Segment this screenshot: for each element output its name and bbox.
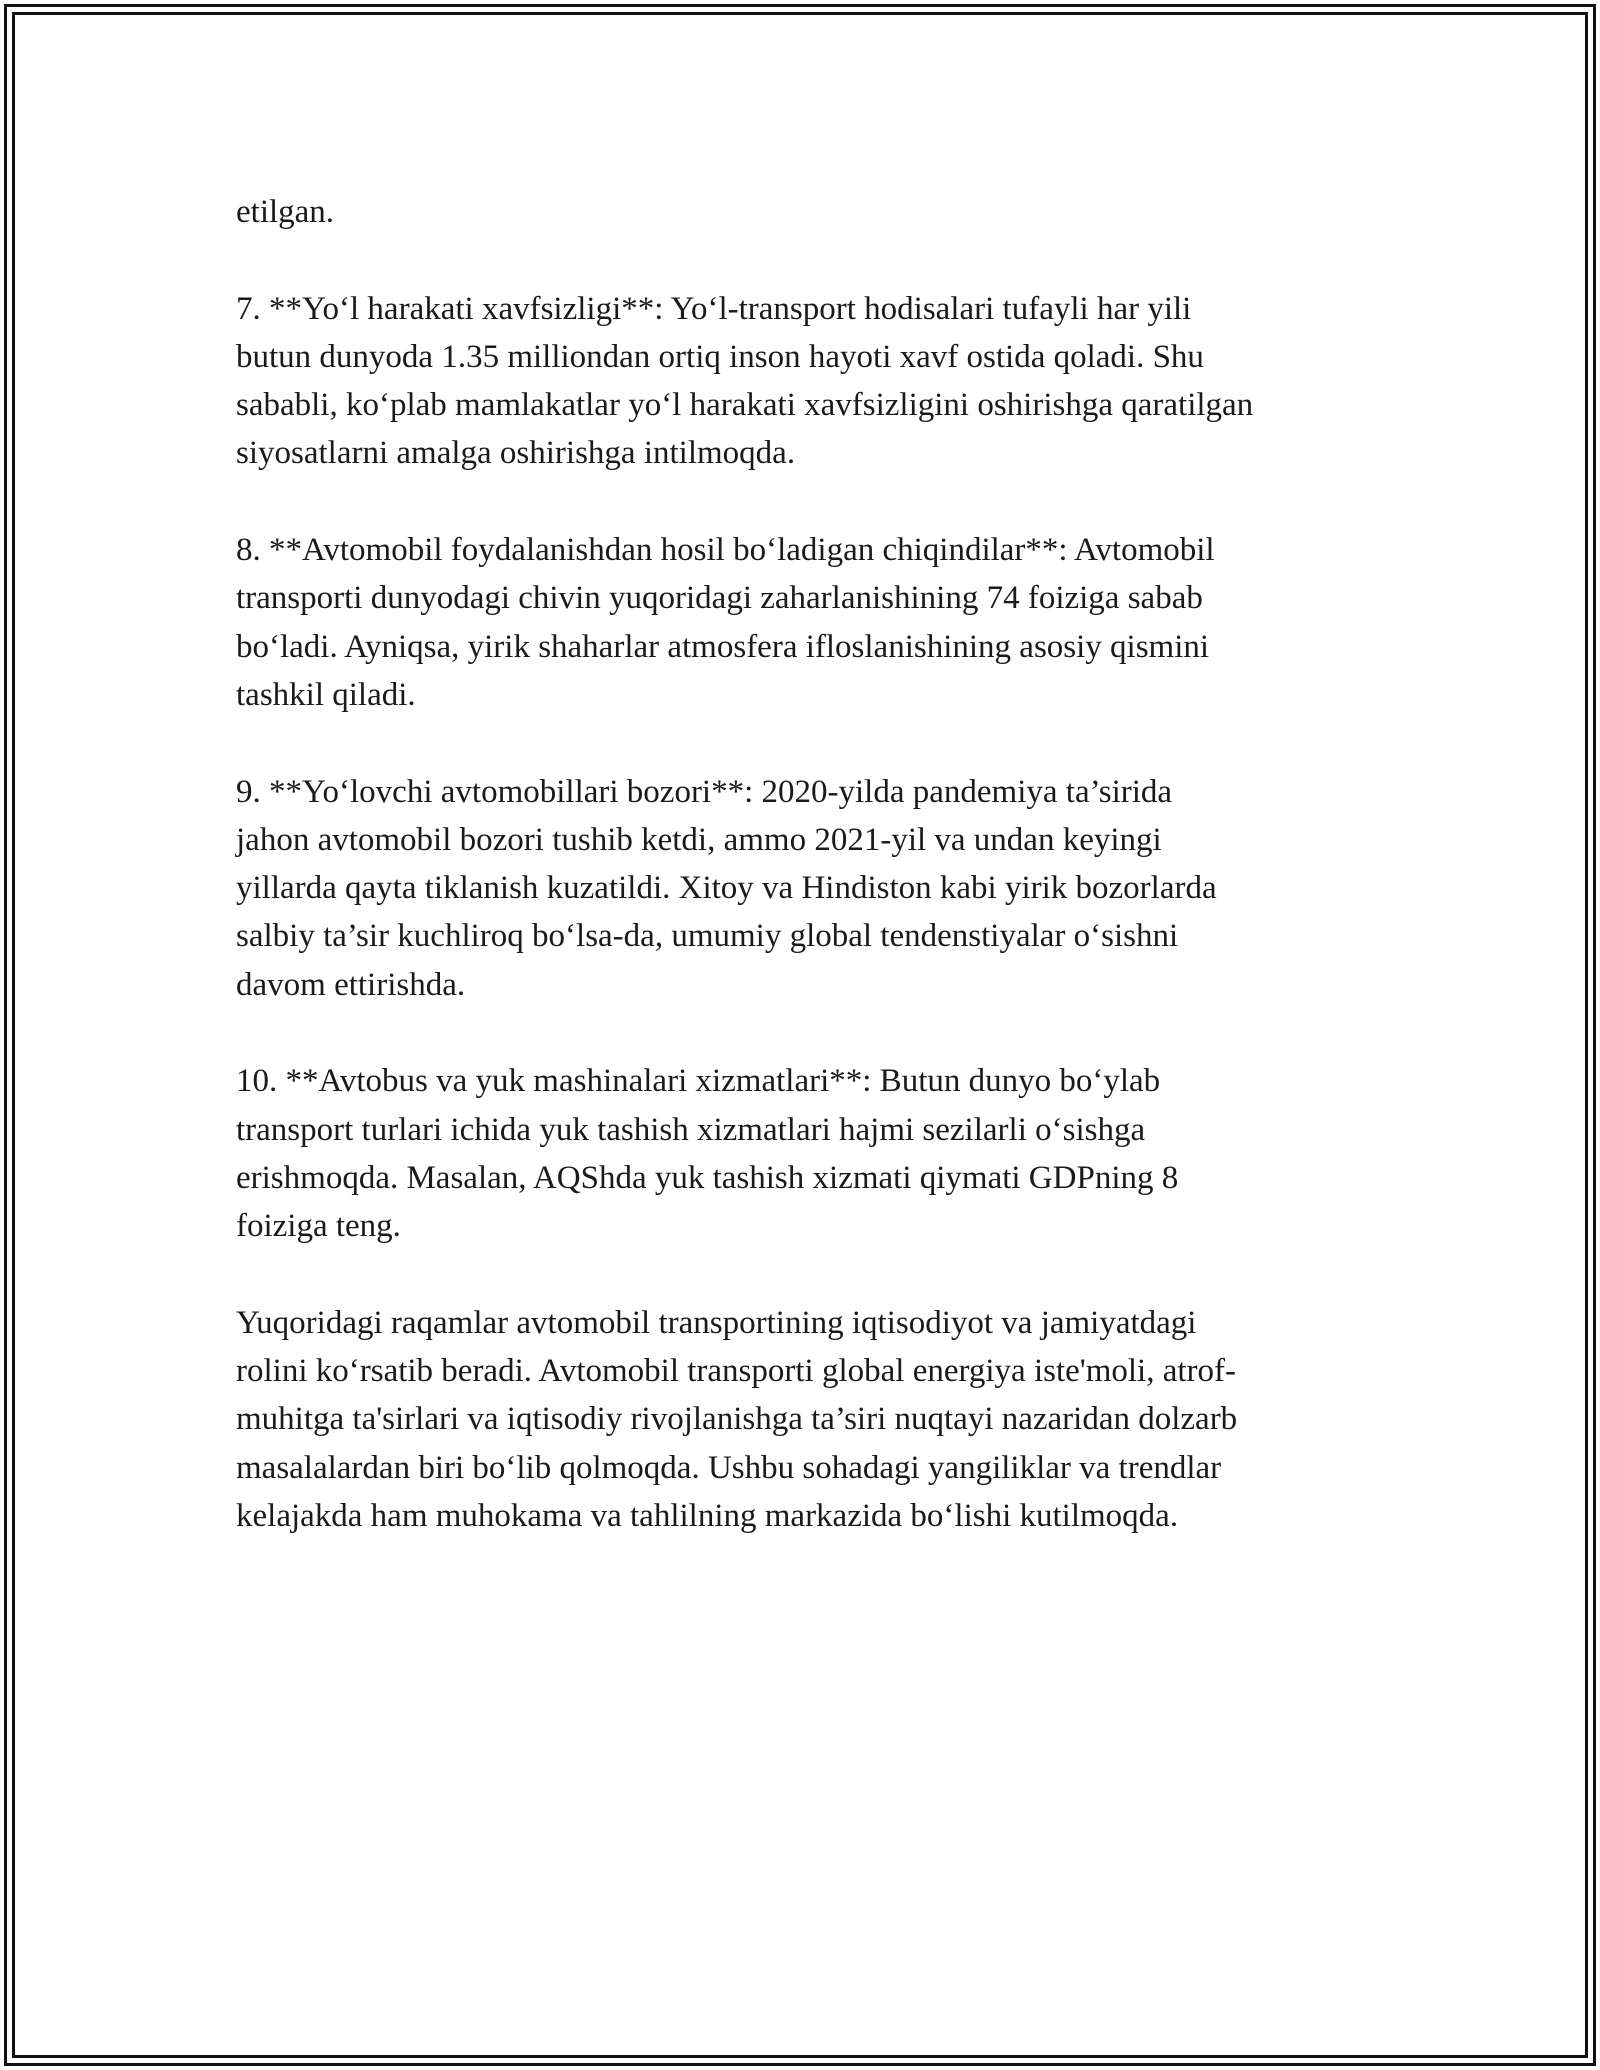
paragraph-continuation: etilgan.: [236, 194, 335, 230]
paragraph-item-7-road-safety: 7. **Yo‘l harakati xavfsizligi**: Yo‘l-transport hodisalari tufayli har yili butun dunyoda 1.35 milliondan ortiq inson hayoti xavf ostida qoladi. Shu sababli, ko‘plab mamlakatlar yo‘l harakati xavfsizligini oshirishga qaratilgan siyosatlarni amalga oshirishga intilmoqda.: [236, 290, 1254, 472]
document-body: [236, 188, 1376, 1589]
paragraph-item-10-bus-truck-services: 10. **Avtobus va yuk mashinalari xizmatlari**: Butun dunyo bo‘ylab transport turlari ichida yuk tashish xizmatlari hajmi sezilarli o‘sishga erishmoqda. Masalan, AQShda yuk tashish xizmati qiymati GDPning 8 foiziga teng.: [236, 1063, 1179, 1245]
paragraph-item-9-passenger-car-market: 9. **Yo‘lovchi avtomobillari bozori**: 2020-yilda pandemiya ta’sirida jahon avtomobil bozori tushib ketdi, ammo 2021-yil va undan keyingi yillarda qayta tiklanish kuzatildi. Xitoy va Hindiston kabi yirik bozorlarda salbiy ta’sir kuchliroq bo‘lsa-da, umumiy global tendenstiyalar o‘sishni davom ettirishda.: [236, 773, 1217, 1003]
paragraph-item-8-vehicle-emissions: 8. **Avtomobil foydalanishdan hosil bo‘ladigan chiqindilar**: Avtomobil transporti dunyodagi chivin yuqoridagi zaharlanishining 74 foiziga sabab bo‘ladi. Ayniqsa, yirik shaharlar atmosfera ifloslanishining asosiy qismini tashkil qiladi.: [236, 532, 1215, 713]
paragraph-conclusion: Yuqoridagi raqamlar avtomobil transportining iqtisodiyot va jamiyatdagi rolini ko‘rsatib beradi. Avtomobil transporti global energiya iste'moli, atrof- muhitga ta'sirlari va iqtisodiy rivojlanishga ta’siri nuqtayi nazaridan dolzarb masalalardan biri bo‘lib qolmoqda. Ushbu sohadagi yangiliklar va trendlar kelajakda ham muhokama va tahlilning markazida bo‘lishi kutilmoqda.: [236, 1304, 1238, 1535]
